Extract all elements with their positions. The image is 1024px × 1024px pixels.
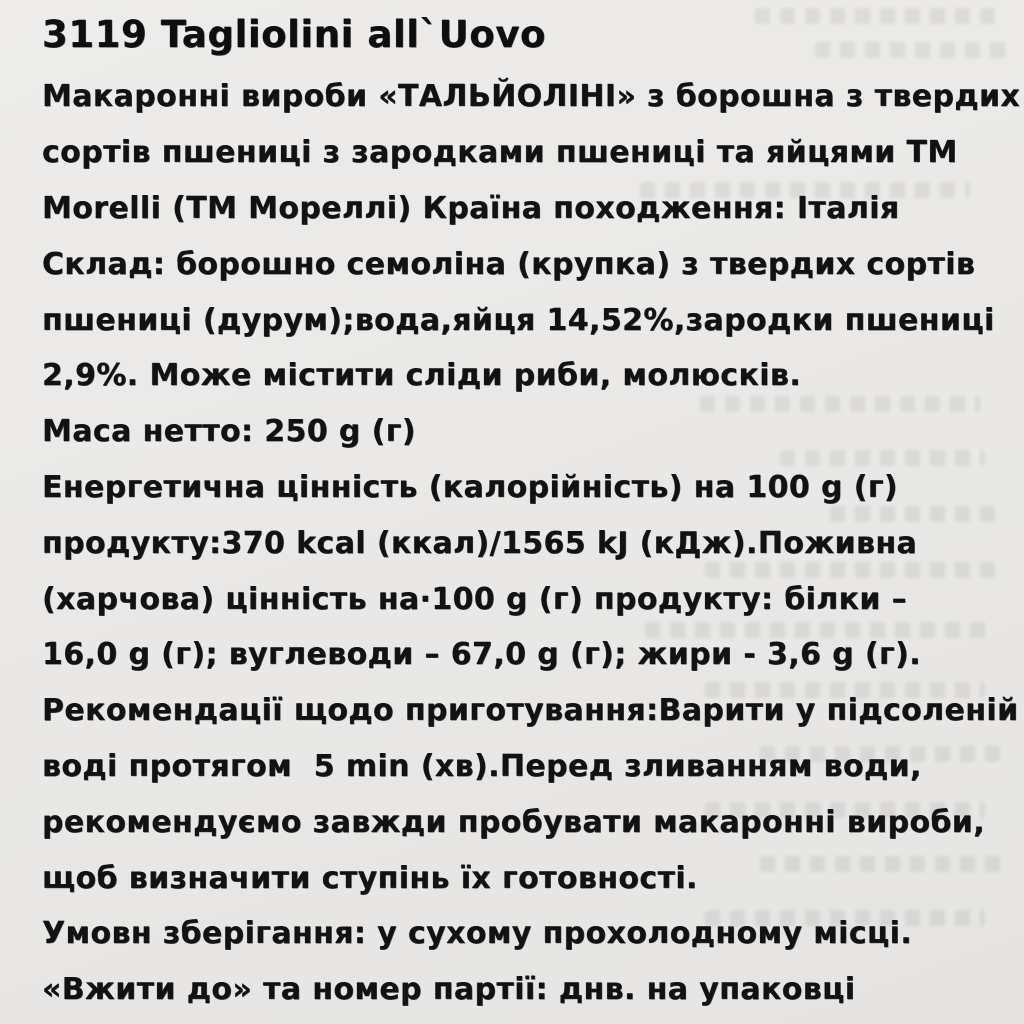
label-line-text: Рекомендації щодо приготування:Варити у підсоленій (42, 693, 1019, 729)
label-line-text: Макаронні вироби «ТАЛЬЙОЛІНІ» з борошна з твердих (42, 79, 1021, 115)
label-text-line (42, 515, 1014, 571)
label-text-line (42, 181, 1014, 237)
label-line-text: Енергетична цінність (калорійність) на 100 g (г) (42, 469, 899, 505)
label-line-text: Morelli (ТМ Мореллі) Країна походження: Італія (42, 190, 900, 226)
label-line-text: щоб визначити ступінь їх готовності. (42, 860, 698, 896)
label-line-text: Склад: борошно семоліна (крупка) з твердих сортів (42, 246, 976, 282)
label-line-text: рекомендуємо завжди пробувати макаронні вироби, (42, 804, 986, 840)
label-line-text: воді протягом 5 min (хв).Перед зливанням води, (42, 748, 922, 784)
label-text-line (42, 69, 1021, 125)
label-text-line (42, 683, 1019, 739)
label-line-text: (харчова) цінність на·100 g (г) продукту: білки – (42, 581, 908, 617)
label-line-text: 16,0 g (г); вуглеводи – 67,0 g (г); жири - 3,6 g (г). (42, 637, 922, 673)
label-text-line (42, 348, 1014, 404)
label-text-line (42, 571, 1014, 627)
label-text-line (42, 125, 1014, 181)
label-text-line (42, 292, 1014, 348)
label-line-text: Маса нетто: 250 g (г) (42, 414, 416, 450)
label-text-line (42, 962, 1014, 1018)
label-text-line (42, 460, 1014, 516)
label-text-line (42, 794, 1014, 850)
label-text-line (42, 404, 1014, 460)
label-text-line (42, 627, 1014, 683)
label-text-column (42, 0, 1021, 1018)
label-line-text: продукту:370 kcal (ккал)/1565 kJ (кДж).Поживна (42, 525, 918, 561)
label-text-line (42, 739, 1014, 795)
label-text-line (42, 906, 1014, 962)
label-text-line (42, 236, 1014, 292)
label-line-text: сортів пшениці з зародками пшениці та яйцями ТМ (42, 135, 958, 171)
product-title: 3119 Tagliolini all`Uovo (42, 13, 547, 56)
label-line-text: Умовн зберігання: у сухому прохолодному місці. (42, 916, 913, 952)
label-line-text: «Вжити до» та номер партії: днв. на упаковці (42, 972, 856, 1008)
label-line-text: 2,9%. Може містити сліди риби, молюсків. (42, 358, 802, 394)
label-line-text: пшениці (дурум);вода,яйця 14,52%,зародки пшениці (42, 302, 995, 338)
label-text-line (42, 850, 1014, 906)
product-title-row (42, 0, 1014, 69)
